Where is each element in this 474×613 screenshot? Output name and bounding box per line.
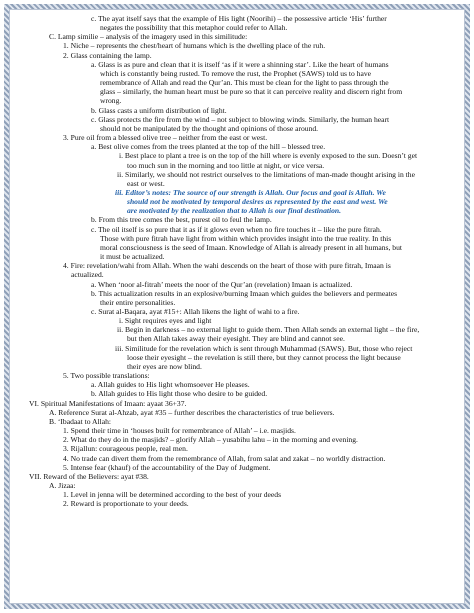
outline-item [29,454,451,463]
outline-text: remembrance of Allah and read the Qur’an. This must be clean for the light to pass through the [100,78,389,88]
outline-label: c. [91,14,97,23]
outline-item [29,188,451,197]
outline-item [29,316,451,325]
outline-label: VI. [29,398,39,408]
outline-label: c. [91,224,97,234]
outline-item [29,170,451,179]
outline-label: 2. [63,499,69,509]
outline-text: No trade can divert them from the remembrance of Allah, from salat and zakat – no worldly distraction. [70,453,386,463]
outline-item [29,463,451,472]
outline-text: glass – similarly, the human heart must be pure so that it can perceive reality and discern right from [100,87,403,97]
outline-text: Spend their time in ‘houses built for remembrance of Allah’ – i.e. masjids. [70,426,296,436]
outline-item [29,472,451,481]
outline-label: 1. [63,426,69,436]
outline-text: Glass protects the fire from the wind – not subject to blowing winds. Similarly, the human heart [98,114,390,124]
outline-text: Reward is proportionate to your deeds. [70,499,189,509]
outline-text: Two possible translations: [70,371,150,381]
outline-item [29,408,451,417]
outline-continuation [29,334,451,343]
outline-continuation [29,197,451,206]
outline-text: Surat al-Baqara, ayat #15+: Allah likens the light of wahi to a fire. [98,307,300,316]
outline-continuation [29,78,451,87]
outline-item [29,32,451,41]
outline-continuation [29,353,451,362]
outline-label: B. [49,416,56,426]
outline-continuation [29,96,451,105]
outline-text: This actualization results in an explosive/burning Imaan which guides the believers and permeates [98,288,398,298]
outline-item [29,325,451,334]
outline-label: c. [91,114,97,124]
outline-label: iii. [115,187,124,197]
outline-text: Jizaa: [58,480,76,490]
outline-label: iii. [115,343,124,353]
outline-label: b. [91,215,97,225]
outline-label: 3. [63,444,69,454]
outline-label: i. [119,316,124,326]
outline-text: Pure oil from a blessed olive tree – neither from the east or west. [70,133,268,143]
outline-item [29,389,451,398]
outline-label: i. [119,151,124,161]
outline-item [29,60,451,69]
outline-text: Allah guides to His light whomsoever He pleases. [97,380,250,390]
outline-item [29,215,451,224]
outline-item [29,289,451,298]
outline-text: Glass casts a uniform distribution of light. [98,105,227,115]
outline-label: A. [49,407,57,417]
outline-item [29,41,451,50]
outline-item [29,435,451,444]
outline-item [29,417,451,426]
outline-continuation [29,362,451,371]
outline-text: Allah guides to His light those who desire to be guided. [98,389,268,399]
outline-item [29,444,451,453]
outline-item [29,133,451,142]
outline-text: Reward of the Believers: ayat #38. [43,471,149,481]
outline-label: a. [91,59,97,69]
outline-text: should not be motivated by temporal desires as represented by the east and west. We [127,197,388,207]
outline-text: When ‘noor al-fitrah’ meets the noor of the Qur’an (revelation) Imaan is actualized. [98,279,353,289]
outline-continuation [29,69,451,78]
outline-text: negates the possibility that this metaphor could refer to Allah. [100,23,288,33]
outline-text: Editor’s notes: The source of our strength is Allah. Our focus and goal is Allah. We [125,187,386,197]
outline-label: a. [91,380,97,390]
outline-text: Intense fear (khauf) of the accountability of the Day of Judgment. [70,462,271,472]
outline-text: Begin in darkness – no external light to guide them. Then Allah sends an external light – the fire, [125,325,420,335]
outline-item [29,380,451,389]
outline-content [9,8,465,605]
outline-label: 1. [63,490,69,500]
outline-text: Reference Surat al-Ahzab, ayat #35 – further describes the characteristics of true believers. [58,407,335,417]
outline-label: a. [91,279,97,289]
outline-continuation [29,298,451,307]
outline-item [29,399,451,408]
outline-text: Best place to plant a tree is on the top of the hill where is evenly exposed to the sun. Doesn’t get [124,151,418,161]
outline-label: 4. [63,453,69,463]
outline-text: their entire personalities. [100,297,176,307]
outline-label: 5. [63,371,69,381]
outline-text: loose their eyesight – the revelation is still there, but they cannot process the light because [127,352,401,362]
outline-continuation [29,179,451,188]
outline-item [29,481,451,490]
outline-item [29,371,451,380]
outline-item [29,307,451,316]
outline-label: 3. [63,133,69,143]
outline-text: wrong. [100,96,122,106]
outline-text: Level in jenna will be determined according to the best of your deeds [70,490,282,500]
outline-text: should not be manipulated by the thought and opinions of those around. [100,123,319,133]
outline-item [29,14,451,23]
outline-label: 1. [63,41,69,51]
outline-label: A. [49,480,57,490]
outline-text: too much sun in the morning and too little at night, or vice versa. [127,160,325,170]
outline-label: b. [91,288,97,298]
outline-text: The ayat itself says that the example of His light (Noorihi) – the possessive article ‘His’ further [98,14,387,23]
outline-text: Similitude for the revelation which is sent through Muhammad (SAWS). But, those who reject [125,343,413,353]
outline-label: 2. [63,50,69,60]
outline-label: VII. [29,471,42,481]
outline-text: Rijallun: courageous people, real men. [70,444,188,454]
outline-text: Those with pure fitrah have light from within which provides insight into the true reality. In this [100,233,392,243]
outline-text: The oil itself is so pure that it as if it glows even when no fire touches it – like the pure fitrah. [98,224,382,234]
outline-text: Similarly, we should not restrict ourselves to the limitations of man-made thought arising in the [125,169,415,179]
outline-continuation [29,161,451,170]
outline-continuation [29,243,451,252]
outline-text: are motivated by the realization that to Allah is our final destination. [127,206,342,216]
outline-label: C. [49,32,56,42]
outline-item [29,499,451,508]
outline-item [29,490,451,499]
outline-item [29,142,451,151]
outline-text: their eyes are now blind. [127,361,202,371]
outline-item [29,344,451,353]
outline-text: Spiritual Manifestations of Imaan: ayaat 36+37. [40,398,187,408]
outline-item [29,51,451,60]
outline-label: ii. [117,169,124,179]
outline-text: Lamp similie – analysis of the imagery used in this similitude: [57,32,248,42]
outline-text: Best olive comes from the trees planted at the top of the hill – blessed tree. [98,142,326,152]
outline-continuation [29,234,451,243]
outline-item [29,151,451,160]
outline-text: Sight requires eyes and light [124,316,212,326]
outline-label: 5. [63,462,69,472]
outline-item [29,261,451,270]
outline-text: it must be actualized. [100,252,165,262]
outline-text: actualized. [71,270,104,280]
outline-continuation [29,270,451,279]
outline-text: From this tree comes the best, purest oil to feul the lamp. [98,215,272,225]
outline-continuation [29,87,451,96]
outline-label: ii. [117,325,124,335]
outline-item [29,280,451,289]
outline-item [29,426,451,435]
outline-text: Niche – represents the chest/heart of humans which is the dwelling place of the ruh. [70,41,326,51]
outline-text: ‘Ibadaat to Allah: [57,416,112,426]
outline-item [29,106,451,115]
outline-label: b. [91,105,97,115]
outline-text: Glass is as pure and clean that it is itself ‘as if it were a shinning star’. Like the heart of humans [98,59,389,69]
outline-text: east or west. [127,178,165,188]
outline-text: What do they do in the masjids? – glorify Allah – yusabihu lahu – in the morning and evening. [70,435,358,445]
outline-item [29,225,451,234]
outline-continuation [29,23,451,32]
outline-text: Glass containing the lamp. [70,50,152,60]
outline-label: b. [91,389,97,399]
outline-label: 4. [63,261,69,271]
outline-text: moral consciousness is the seed of Imaan. Knowledge of Allah is already present in all humans, but [100,242,402,252]
outline-continuation [29,124,451,133]
outline-label: 2. [63,435,69,445]
outline-text: Fire: revelation/wahi from Allah. When the wahi descends on the heart of those with pure fitrah, Imaan is [70,261,391,271]
outline-label: a. [91,142,97,152]
outline-continuation [29,252,451,261]
outline-label: c. [91,307,97,316]
outline-text: but then Allah takes away their eyesight. They are blind and cannot see. [127,334,345,344]
outline-item [29,115,451,124]
outline-continuation [29,206,451,215]
outline-text: which is constantly being rusted. To remove the rust, the Prophet (SAWS) told us to have [100,68,371,78]
